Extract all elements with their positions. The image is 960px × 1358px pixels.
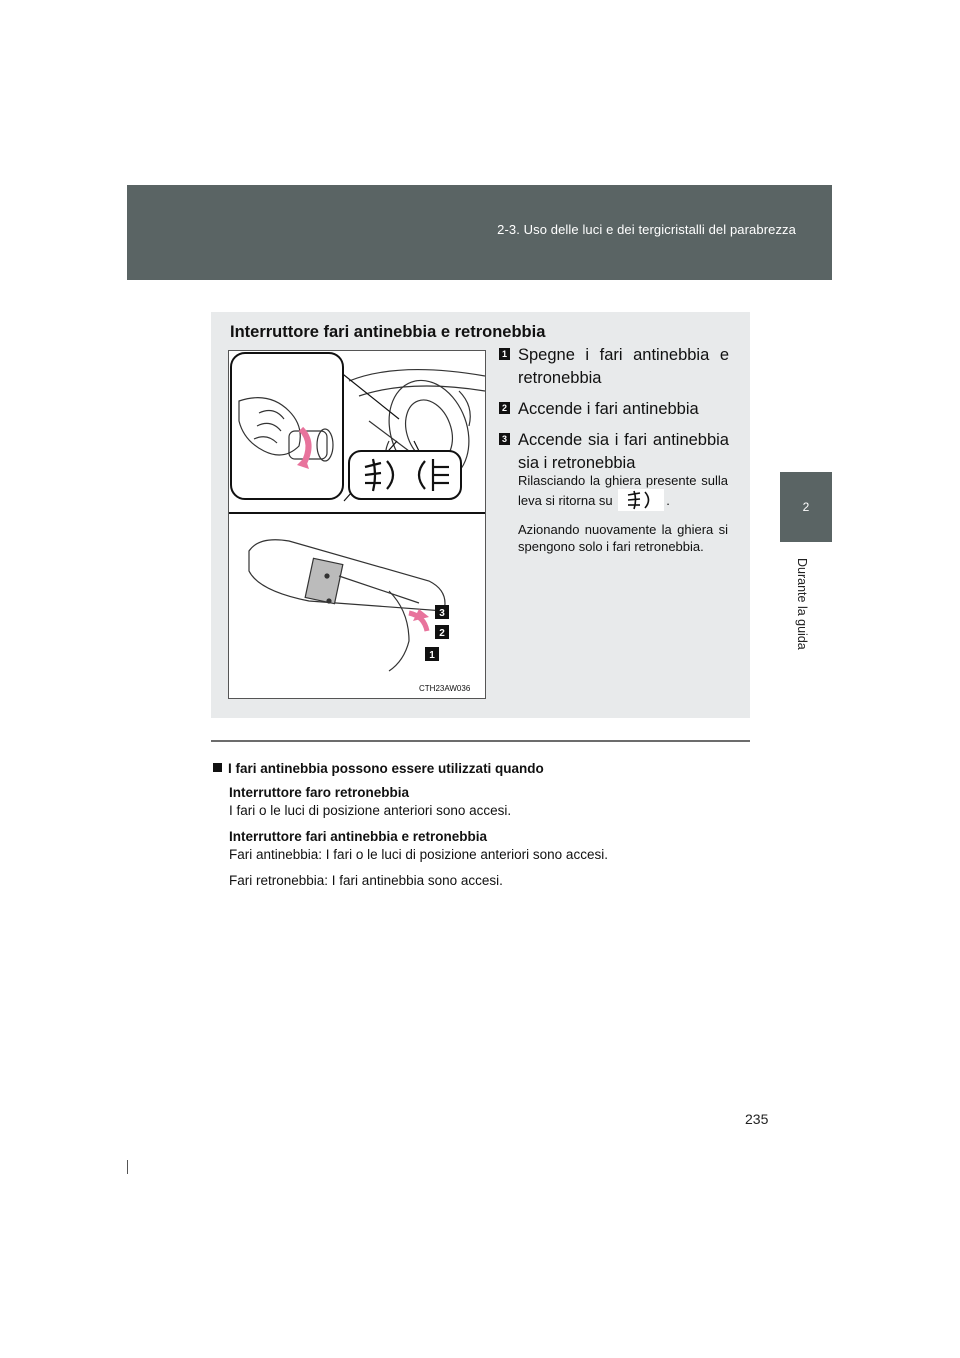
callout-2: 2 [439,628,445,639]
list-item [499,429,729,475]
page-number: 235 [745,1111,769,1127]
section-divider [211,740,750,742]
switch-illustration [228,350,486,699]
callout-3: 3 [439,608,445,619]
crop-mark [127,1160,128,1174]
item-number: 1 [499,348,510,360]
rear-fog-note [213,784,753,820]
chapter-label: Durante la guida [795,558,809,650]
item-text: Accende sia i fari antinebbia sia i retronebbia [518,431,729,472]
section-title: 2-3. Uso delle luci e dei tergicristalli del parabrezza [497,222,796,237]
item-text: Accende i fari antinebbia [518,400,699,418]
bullet-square-icon [213,763,222,772]
both-fog-text-2: Fari retronebbia: I fari antinebbia sono accesi. [229,873,503,888]
rear-fog-text: I fari o le luci di posizione anteriori sono accesi. [229,803,512,818]
header-bar [127,185,832,280]
list-item [499,398,729,421]
figure-code: CTH23AW036 [419,684,471,693]
list-item [499,344,729,390]
fog-switch-panel [211,312,750,718]
item-list [499,344,729,483]
item-text: Spegne i fari antinebbia e retronebbia [518,346,729,387]
notes-heading-text: I fari antinebbia possono essere utilizzati quando [228,761,544,776]
both-fog-text-1: Fari antinebbia: I fari o le luci di posizione anteriori sono accesi. [229,847,608,862]
item-number: 3 [499,433,510,445]
chapter-tab [780,472,832,542]
callout-1: 1 [429,650,435,661]
note-1-text: Rilasciando la ghiera presente sulla leva si ritorna su [518,473,728,508]
note-2-text: Azionando nuovamente la ghiera si spengono solo i fari retronebbia. [518,522,728,554]
item-number: 2 [499,402,510,414]
usage-notes [213,760,753,898]
front-fog-light-icon [618,489,664,511]
rear-fog-title: Interruttore faro retronebbia [229,785,410,800]
rear-fog-condition [213,872,753,890]
panel-title: Interruttore fari antinebbia e retronebbia [230,323,546,341]
note-text [518,472,728,565]
notes-heading [213,760,753,778]
both-fog-note [213,828,753,864]
chapter-number: 2 [802,500,810,514]
both-fog-title: Interruttore fari antinebbia e retronebbia [229,829,488,844]
note-1-end: . [666,493,670,508]
